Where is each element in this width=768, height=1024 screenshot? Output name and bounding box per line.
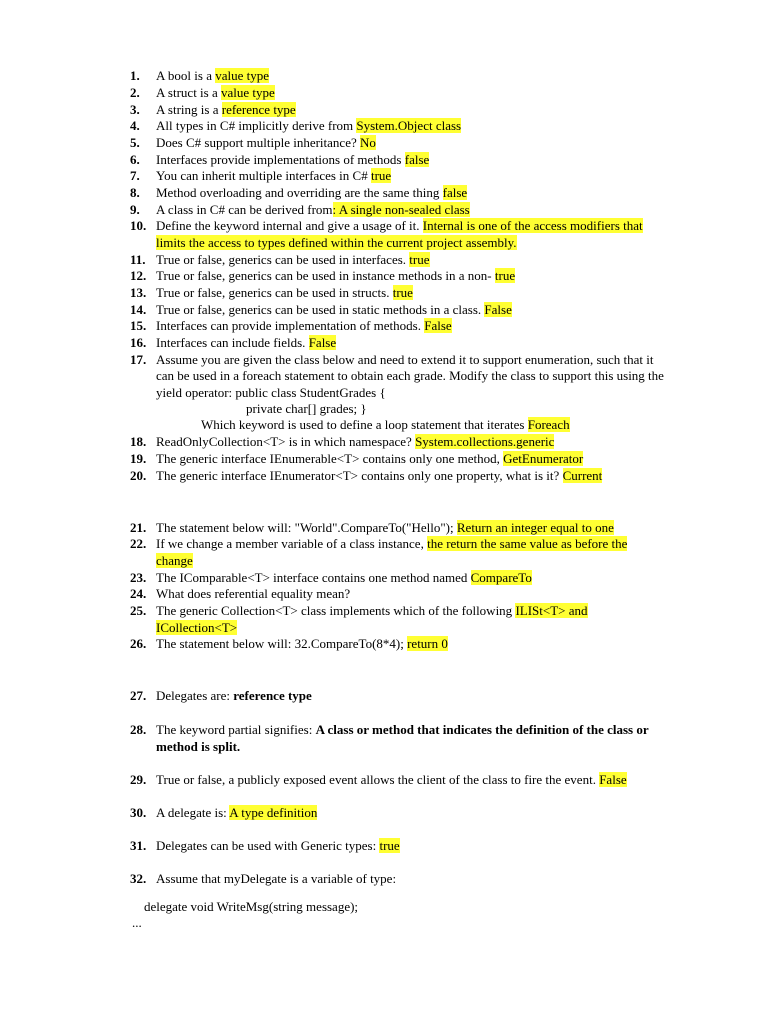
answer-highlight: Internal is one of the access modifiers that (422, 218, 643, 233)
question-text: Define the keyword internal and give a usage of it. (156, 218, 423, 233)
answer-highlight: False (484, 302, 512, 317)
document-page: 1. A bool is a value type 2. A struct is a value type 3. A string is a reference type 4. All types in C# implicitly derive from System.Object class 5. Does C# support multiple inheritance? No 6. Interfaces provide implementations of methods false 7. You can inherit multiple interfaces in C# true 8. Method overloading and overriding are the same thing false 9. A class in C# can be derived from: A single non-sealed class 10. Define the keyword internal and give a usage of it. Internal is one of the access modifiers that limits the access to types defined within the current project assembly. 11. True or false, generics can be used in interfaces. true 12. True or false, generics can be used in instance methods in a non- true 13. True or false, generics can be used in structs. true 14. True or false, generics can be used in static methods in a class. False 15. Interfaces can provide implementation of methods. False 16. Interfaces can include fields. False 17. Assume you are given the class below and need to extend it to support enumeration, such that it can be used in a foreach statement to obtain each grade. Modify the class to support this using the yield operator: public class StudentGrades { private char[] grades; } Which keyword is used to define a loop statement that iterates Foreach 18. ReadOnlyCollection<T> is in which namespace? System.collections.generic 19. The generic interface IEnumerable<T> contains only one method, GetEnumerator 20. The generic interface IEnumerator<T> contains only one property, what is it? Current 21. The statement below will: "World".CompareTo("Hello"); Return an integer equal to one 22. If we change a member variable of a class instance, the return the same value as before the change 23. The IComparable<T> interface contains one method named CompareTo 24. What does referential equality mean? 25. The generic Collection<T> class implements which of the following ILISt<T> and ICollection<T> 26. The statement below will: 32.CompareTo(8*4); return 0 27. Delegates are: reference type 28. The keyword partial signifies: A class or method that indicates the definition of the class or method is split. 29. True or false, a publicly exposed event allows the client of the class to fire the event. False 30. A delegate is: A type definition 31. Delegates can be used with Generic types: true 32. Assume that myDelegate is a variable of type: delegate void WriteMsg(string message); ... (130, 68, 664, 930)
answer-highlight: false (442, 185, 468, 200)
question-text: The statement below will: 32.CompareTo(8*4); (156, 636, 408, 651)
answer-highlight: false (404, 152, 430, 167)
question-text: The IComparable<T> interface contains one method named (156, 570, 471, 585)
question-text: Interfaces can include fields. (156, 335, 309, 350)
question-17-line-2: can be used in a foreach statement to obtain each grade. Modify the class to support this using the (156, 368, 664, 383)
question-text: Does C# support multiple inheritance? (156, 135, 360, 150)
question-28-continued: method is split. (156, 739, 241, 754)
answer-highlight: value type (221, 85, 275, 100)
question-text: ReadOnlyCollection<T> is in which namespace? (156, 434, 416, 449)
question-text: Method overloading and overriding are the same thing (156, 185, 443, 200)
answer-highlight: System.collections.generic (415, 434, 555, 449)
answer-highlight: CompareTo (470, 570, 532, 585)
question-text: The generic interface IEnumerator<T> contains only one property, what is it? (156, 468, 563, 483)
question-text: A delegate is: (156, 805, 230, 820)
delegate-declaration: delegate void WriteMsg(string message); (144, 899, 359, 914)
question-text: Interfaces provide implementations of methods (156, 152, 405, 167)
answer-highlight: False (424, 318, 452, 333)
answer-highlight: : A single non-sealed class (332, 202, 470, 217)
question-text: True or false, generics can be used in instance methods in a non- (156, 268, 495, 283)
question-text: Assume you are given the class below and need to extend it to support enumeration, such that it (156, 352, 654, 367)
answer-highlight: No (359, 135, 376, 150)
answer-highlight: System.Object class (356, 118, 462, 133)
question-text: The generic interface IEnumerable<T> contains only one method, (156, 451, 504, 466)
question-text: A bool is a (156, 68, 216, 83)
ellipsis: ... (132, 915, 142, 930)
question-22-continued (156, 553, 193, 570)
question-text: True or false, generics can be used in interfaces. (156, 252, 410, 267)
question-text: True or false, a publicly exposed event allows the client of the class to fire the event. (156, 772, 600, 787)
question-text: The keyword partial signifies: (156, 722, 316, 737)
answer-highlight: ILISt<T> and (515, 603, 588, 618)
question-text: Delegates can be used with Generic types: (156, 838, 380, 853)
answer-highlight: False (599, 772, 627, 787)
answer-highlight: the return the same value as before the (427, 536, 628, 551)
answer-highlight: Foreach (527, 417, 570, 432)
question-17-line-3: yield operator: public class StudentGrades { (156, 385, 386, 400)
question-text: Assume that myDelegate is a variable of type: (156, 871, 397, 886)
question-10-continued (156, 235, 517, 252)
answer-highlight: ICollection<T> (156, 620, 238, 635)
question-text: You can inherit multiple interfaces in C# (156, 168, 371, 183)
question-text: A struct is a (156, 85, 221, 100)
answer-highlight: true (409, 252, 430, 267)
answer-highlight: change (156, 553, 193, 568)
answer-highlight: true (379, 838, 400, 853)
answer-bold: reference type (233, 688, 312, 703)
answer-highlight: Return an integer equal to one (456, 520, 614, 535)
question-text: The statement below will: "World".CompareTo("Hello"); (156, 520, 457, 535)
question-text: If we change a member variable of a class instance, (156, 536, 428, 551)
answer-highlight: GetEnumerator (503, 451, 584, 466)
answer-highlight: value type (215, 68, 270, 83)
question-text: A string is a (156, 102, 222, 117)
answer-highlight: False (308, 335, 337, 350)
question-text: The generic Collection<T> class implements which of the following (156, 603, 516, 618)
question-text: True or false, generics can be used in structs. (156, 285, 393, 300)
answer-highlight: Current (562, 468, 603, 483)
question-text: A class in C# can be derived from (156, 202, 333, 217)
question-text: What does referential equality mean? (156, 586, 351, 601)
answer-highlight: true (392, 285, 413, 300)
answer-highlight: limits the access to types defined within the current project assembly. (156, 235, 517, 250)
question-text: Interfaces can provide implementation of methods. (156, 318, 425, 333)
question-text: True or false, generics can be used in static methods in a class. (156, 302, 485, 317)
question-text: All types in C# implicitly derive from (156, 118, 357, 133)
answer-highlight: reference type (221, 102, 296, 117)
question-17-line-5: Which keyword is used to define a loop statement that iterates Foreach (201, 417, 570, 432)
answer-highlight: A type definition (229, 805, 318, 820)
answer-highlight: true (370, 168, 392, 183)
answer-bold: A class or method that indicates the definition of the class or (315, 722, 649, 737)
question-25-continued (156, 620, 237, 637)
answer-highlight: true (494, 268, 516, 283)
question-17-line-4: private char[] grades; } (246, 401, 367, 416)
answer-highlight: return 0 (407, 636, 448, 651)
question-text: Delegates are: (156, 688, 234, 703)
